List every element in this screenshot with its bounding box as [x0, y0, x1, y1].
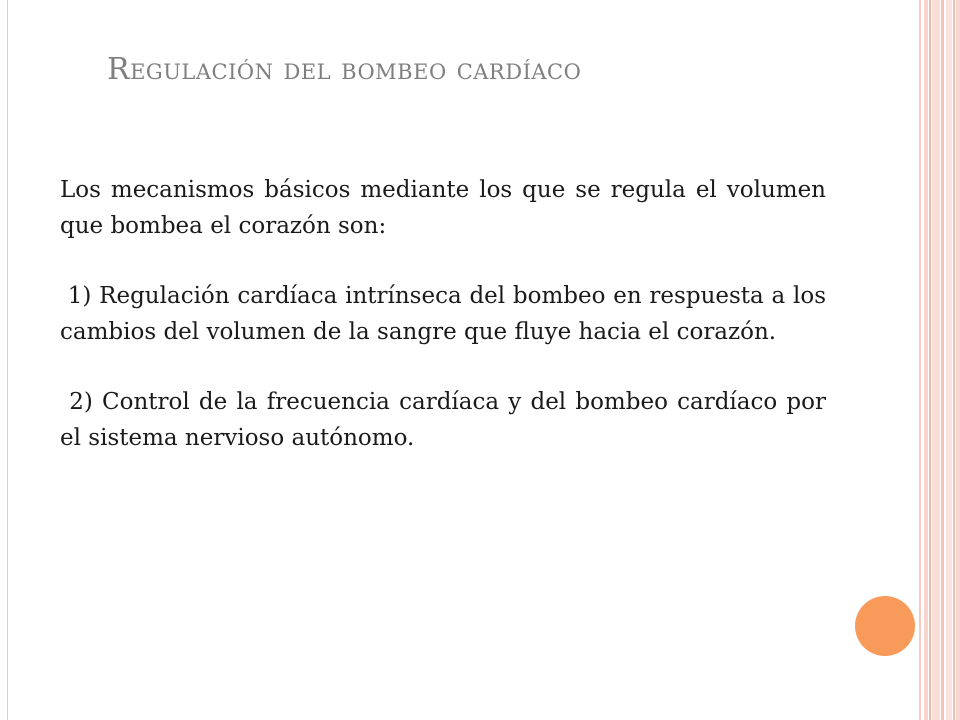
slide-title: Regulación del bombeo cardíaco — [107, 52, 582, 87]
decorative-stripe — [946, 0, 952, 720]
decorative-stripe — [929, 0, 931, 720]
slide-body — [60, 172, 834, 490]
decorative-stripe — [919, 0, 921, 720]
point-paragraph: 2) Control de la frecuencia cardíaca y del bombeo cardíaco por el sistema nervioso autónomo. — [60, 389, 834, 451]
decorative-stripe — [956, 0, 960, 720]
left-frame-line — [7, 0, 8, 720]
decorative-stripe — [924, 0, 928, 720]
decorative-stripe — [932, 0, 940, 720]
point-paragraph: 1) Regulación cardíaca intrínseca del bombeo en respuesta a los cambios del volumen de la sangre que fluye hacia el corazón. — [60, 283, 834, 345]
decorative-circle — [855, 596, 915, 656]
intro-paragraph: Los mecanismos básicos mediante los que se regula el volumen que bombea el corazón son: — [60, 177, 826, 239]
decorative-stripe — [941, 0, 944, 720]
decorative-stripe — [953, 0, 955, 720]
